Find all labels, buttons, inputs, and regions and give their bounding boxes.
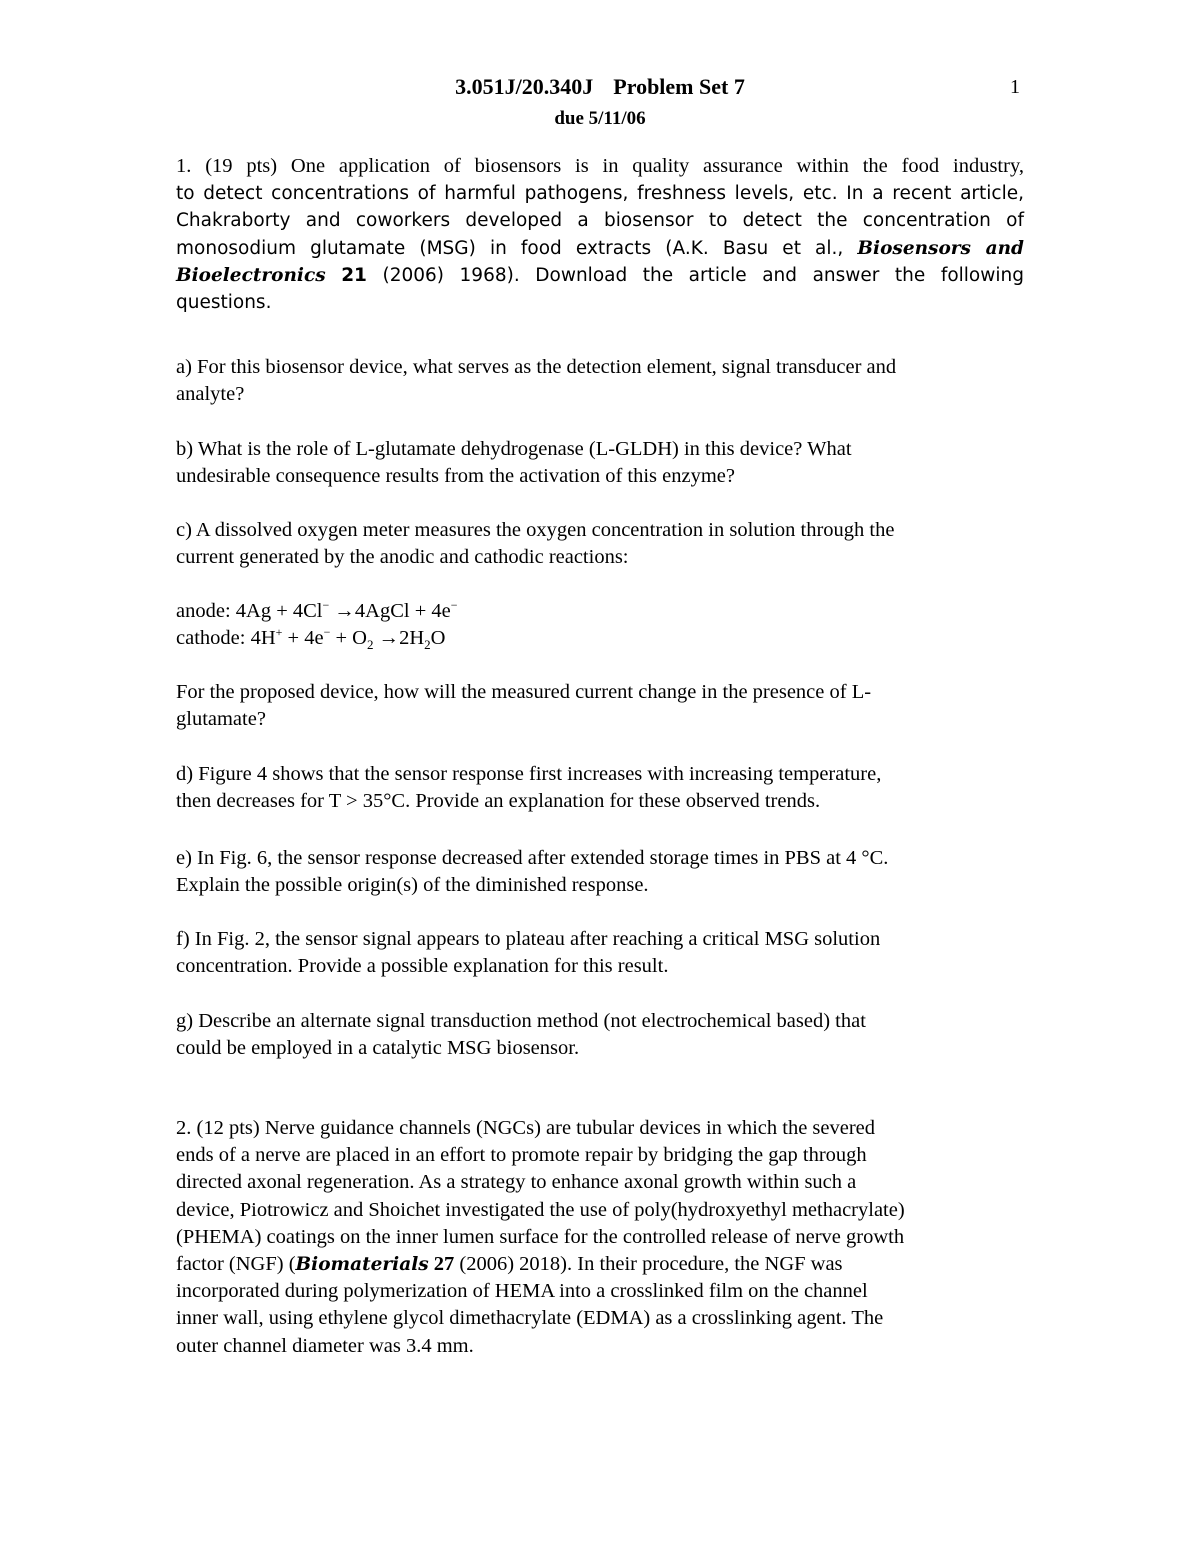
- volume-number: 27: [433, 1252, 455, 1275]
- text-line: questions.: [176, 291, 272, 313]
- question-2: [176, 1115, 1024, 1360]
- text-line: 2. (12 pts) Nerve guidance channels (NGCs) are tubular devices in which the severed: [176, 1117, 876, 1139]
- cathode-reaction: cathode: $4H^+ + 4e^- + O_2 \to 2H_2O$: [176, 625, 446, 653]
- text-line: current generated by the anodic and cathodic reactions:: [176, 546, 629, 569]
- text-line: factor (NGF) (Biomaterials 27 (2006) 2018). In their procedure, the NGF was: [176, 1252, 843, 1275]
- text-line: then decreases for T > 35°C. Provide an explanation for these observed trends.: [176, 790, 821, 813]
- question-1e: [176, 845, 1024, 899]
- problem-set-title: Problem Set 7: [613, 74, 745, 99]
- text-line: Chakraborty and coworkers developed a biosensor to detect the concentration of: [176, 210, 1024, 232]
- text-line: concentration. Provide a possible explanation for this result.: [176, 955, 669, 978]
- text-line: undesirable consequence results from the activation of this enzyme?: [176, 465, 735, 488]
- text-line: directed axonal regeneration. As a strategy to enhance axonal growth within such a: [176, 1171, 857, 1194]
- question-1-intro: [176, 153, 1024, 316]
- text-line: ends of a nerve are placed in an effort to promote repair by bridging the gap through: [176, 1144, 867, 1167]
- text-line: to detect concentrations of harmful pathogens, freshness levels, etc. In a recent article,: [176, 183, 1024, 205]
- question-1g: [176, 1008, 1024, 1062]
- text-line: glutamate?: [176, 708, 266, 731]
- text-line: inner wall, using ethylene glycol dimethacrylate (EDMA) as a crosslinking agent. The: [176, 1307, 884, 1330]
- text-line: 1. (19 pts) One application of biosensors is in quality assurance within the food industry,: [176, 155, 1024, 177]
- question-1b: [176, 436, 1024, 490]
- text-line: Bioelectronics 21 (2006) 1968). Download the article and answer the following: [176, 264, 1024, 286]
- text-line: e) In Fig. 6, the sensor response decreased after extended storage times in PBS at 4 °C.: [176, 847, 889, 869]
- question-1a: [176, 354, 1024, 408]
- text-line: a) For this biosensor device, what serves as the detection element, signal transducer and: [176, 356, 897, 378]
- page-title: [0, 72, 1200, 102]
- text-line: f) In Fig. 2, the sensor signal appears to plateau after reaching a critical MSG solution: [176, 928, 881, 950]
- question-1c-followup: [176, 679, 1024, 733]
- journal-name: Bioelectronics: [176, 264, 326, 286]
- text-line: outer channel diameter was 3.4 mm.: [176, 1334, 474, 1357]
- text-line: For the proposed device, how will the measured current change in the presence of L-: [176, 681, 872, 703]
- due-date: due 5/11/06: [554, 108, 646, 129]
- text-line: incorporated during polymerization of HEMA into a crosslinked film on the channel: [176, 1280, 868, 1303]
- journal-name: Biosensors and: [857, 237, 1024, 259]
- text-line: device, Piotrowicz and Shoichet investigated the use of poly(hydroxyethyl methacrylate): [176, 1198, 905, 1221]
- volume-number: 21: [341, 264, 367, 286]
- text-line: d) Figure 4 shows that the sensor response first increases with increasing temperature,: [176, 763, 882, 785]
- anode-reaction: anode: 4Ag + 4Cl− →4AgCl + 4e−: [176, 598, 458, 622]
- reaction-equations: [176, 598, 1024, 652]
- question-1d: [176, 761, 1024, 815]
- journal-name: Biomaterials: [295, 1253, 429, 1275]
- question-1c: [176, 517, 1024, 571]
- text-line: could be employed in a catalytic MSG biosensor.: [176, 1037, 580, 1060]
- course-number: 3.051J/20.340J: [455, 74, 594, 99]
- text-line: analyte?: [176, 383, 245, 406]
- text-line: monosodium glutamate (MSG) in food extracts (A.K. Basu et al., Biosensors and: [176, 237, 1024, 259]
- text-line: b) What is the role of L-glutamate dehydrogenase (L-GLDH) in this device? What: [176, 438, 852, 460]
- text-line: (PHEMA) coatings on the inner lumen surface for the controlled release of nerve growth: [176, 1225, 905, 1248]
- question-1f: [176, 926, 1024, 980]
- text-line: g) Describe an alternate signal transduction method (not electrochemical based) that: [176, 1010, 866, 1032]
- text-line: Explain the possible origin(s) of the diminished response.: [176, 874, 649, 897]
- text-line: c) A dissolved oxygen meter measures the oxygen concentration in solution through the: [176, 519, 895, 541]
- page-number: 1: [1010, 76, 1020, 98]
